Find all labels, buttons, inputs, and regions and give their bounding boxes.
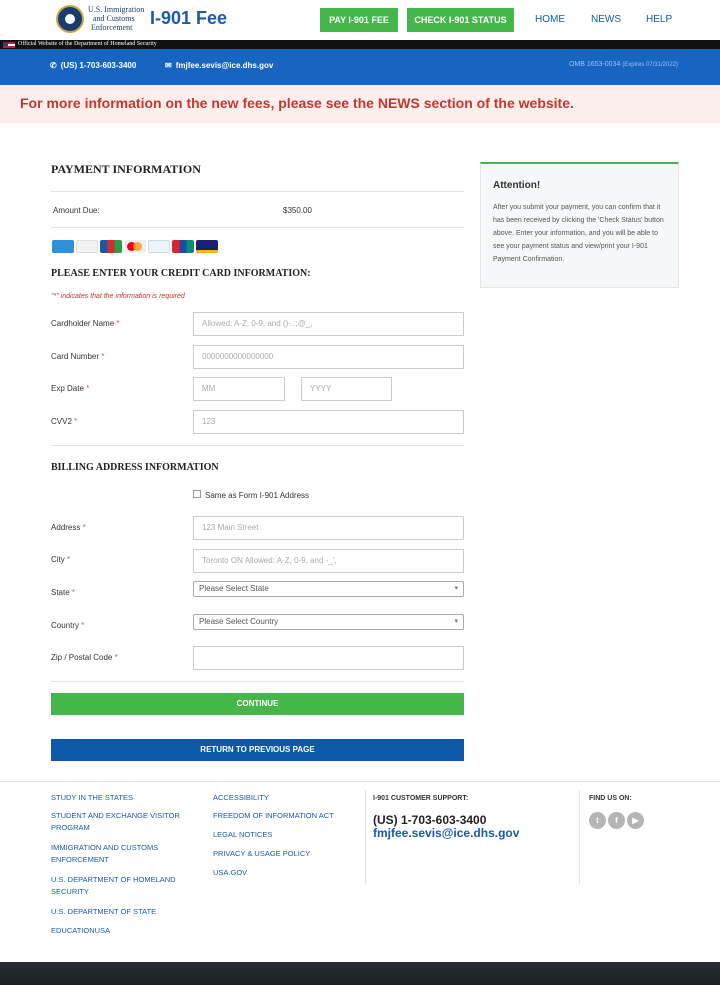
visa-icon	[196, 240, 218, 253]
fees-notice-text: For more information on the new fees, please see the NEWS section of the website.	[20, 95, 574, 111]
diners-club-icon	[148, 240, 170, 253]
divider	[51, 681, 464, 682]
state-select-value: Please Select State	[199, 584, 269, 593]
nav-help[interactable]: HELP	[646, 14, 673, 25]
phone-icon: ✆	[50, 61, 57, 70]
gov-banner	[0, 40, 720, 49]
find-us-title: FIND US ON:	[589, 795, 632, 802]
american-express-icon	[52, 240, 74, 253]
cvv-label: CVV2 *	[51, 417, 78, 426]
cardholder-label: Cardholder Name *	[51, 319, 120, 328]
city-input[interactable]: Toronto ON Allowed: A-Z, 0-9, and -_',	[193, 549, 464, 573]
same-address-checkbox[interactable]	[193, 490, 201, 498]
card-number-input[interactable]: 0000000000000000	[193, 345, 464, 369]
footer-link-usagov[interactable]: USA.GOV	[213, 868, 248, 877]
zip-label: Zip / Postal Code *	[51, 653, 118, 662]
contact-email[interactable]	[165, 61, 273, 70]
address-input[interactable]: 123 Main Street	[193, 516, 464, 540]
amount-value: $350.00	[283, 206, 312, 215]
footer-link-privacy[interactable]: PRIVACY & USAGE POLICY	[213, 849, 311, 858]
country-label: Country *	[51, 621, 85, 630]
agency-name[interactable]	[88, 5, 148, 32]
site-title[interactable]: I-901 Fee	[150, 8, 228, 28]
attention-panel	[480, 162, 679, 288]
card-number-label: Card Number *	[51, 352, 105, 361]
youtube-icon[interactable]: ▶	[627, 812, 644, 829]
footer-link-accessibility[interactable]: ACCESSIBILITY	[213, 793, 269, 802]
state-label: State *	[51, 588, 76, 597]
union-pay-icon	[172, 240, 194, 253]
attention-body: After you submit your payment, you can confirm that it has been received by clicking the 'Check Status' button above. Enter your information, and you will be able to see your payment status and view/print your I-901 Payment Confirmation.	[493, 204, 664, 263]
us-flag-icon	[3, 42, 15, 48]
fees-notice	[0, 85, 720, 123]
caret-down-icon: ▾	[454, 585, 458, 592]
country-select-value: Please Select Country	[199, 617, 279, 626]
return-button[interactable]: RETURN TO PREVIOUS PAGE	[51, 739, 464, 761]
agency-line-2: and Customs	[93, 14, 135, 23]
exp-year-input[interactable]: YYYY	[301, 377, 392, 401]
footer-separator	[365, 790, 366, 884]
dhs-seal-icon[interactable]	[56, 5, 84, 33]
discover-icon	[76, 240, 98, 253]
support-title: I-901 CUSTOMER SUPPORT:	[373, 795, 469, 802]
footer-divider	[0, 781, 720, 782]
mastercard-icon	[124, 240, 146, 253]
footer-link-sevp[interactable]: STUDENT AND EXCHANGE VISITOR PROGRAM	[51, 811, 180, 832]
caret-down-icon: ▾	[454, 618, 458, 625]
exp-date-label: Exp Date *	[51, 384, 90, 393]
amount-label: Amount Due:	[53, 206, 100, 215]
twitter-icon[interactable]: t	[589, 812, 606, 829]
envelope-icon: ✉	[165, 61, 172, 70]
attention-title: Attention!	[493, 180, 541, 191]
zip-input[interactable]	[193, 646, 464, 670]
footer-link-ice[interactable]: IMMIGRATION AND CUSTOMS ENFORCEMENT	[51, 843, 159, 864]
continue-button[interactable]: CONTINUE	[51, 693, 464, 715]
agency-line-3: Enforcement	[91, 23, 133, 32]
footer-link-legal[interactable]: LEGAL NOTICES	[213, 830, 273, 839]
support-email[interactable]: fmjfee.sevis@ice.dhs.gov	[373, 826, 520, 840]
footer-separator	[579, 790, 580, 884]
footer-link-study[interactable]: STUDY IN THE STATES	[51, 793, 133, 802]
divider	[51, 191, 464, 192]
bottom-bar	[0, 962, 720, 985]
support-phone[interactable]: (US) 1-703-603-3400	[373, 813, 487, 827]
omb-number: OMB 1653-0034 (Expires 07/31/2022)	[568, 61, 678, 68]
gov-banner-text: Official Website of the Department of Homeland Security	[18, 41, 157, 47]
state-select[interactable]	[193, 581, 464, 597]
divider	[51, 227, 464, 228]
address-label: Address *	[51, 523, 86, 532]
footer-link-educationusa[interactable]: EDUCATIONUSA	[51, 926, 111, 935]
cardholder-name-input[interactable]: Allowed: A-Z, 0-9, and ()-.:;@_,	[193, 312, 464, 336]
check-status-button[interactable]: CHECK I-901 STATUS	[407, 8, 514, 32]
contact-phone[interactable]	[50, 61, 136, 70]
nav-home[interactable]: HOME	[535, 14, 565, 25]
agency-line-1: U.S. Immigration	[88, 5, 145, 14]
site-header	[0, 0, 720, 40]
city-label: City *	[51, 555, 71, 564]
footer-link-state[interactable]: U.S. DEPARTMENT OF STATE	[51, 907, 157, 916]
footer-link-foia[interactable]: FREEDOM OF INFORMATION ACT	[213, 811, 334, 820]
required-note: "*" indicates that the information is required	[51, 293, 185, 300]
contact-phone-text: (US) 1-703-603-3400	[60, 61, 137, 70]
jcb-icon	[100, 240, 122, 253]
divider	[51, 445, 464, 446]
cvv-input[interactable]: 123	[193, 410, 464, 434]
credit-card-title: PLEASE ENTER YOUR CREDIT CARD INFORMATION:	[51, 268, 311, 279]
nav-news[interactable]: NEWS	[591, 14, 621, 25]
footer-link-dhs[interactable]: U.S. DEPARTMENT OF HOMELAND SECURITY	[51, 875, 176, 896]
contact-bar	[0, 49, 720, 85]
contact-email-text: fmjfee.sevis@ice.dhs.gov	[175, 61, 274, 70]
billing-title: BILLING ADDRESS INFORMATION	[51, 462, 219, 473]
country-select[interactable]	[193, 614, 464, 630]
facebook-icon[interactable]: f	[608, 812, 625, 829]
exp-month-input[interactable]: MM	[193, 377, 285, 401]
pay-fee-button[interactable]: PAY I-901 FEE	[320, 8, 398, 32]
payment-title: PAYMENT INFORMATION	[51, 162, 201, 176]
same-address-label[interactable]: Same as Form I-901 Address	[205, 491, 310, 500]
